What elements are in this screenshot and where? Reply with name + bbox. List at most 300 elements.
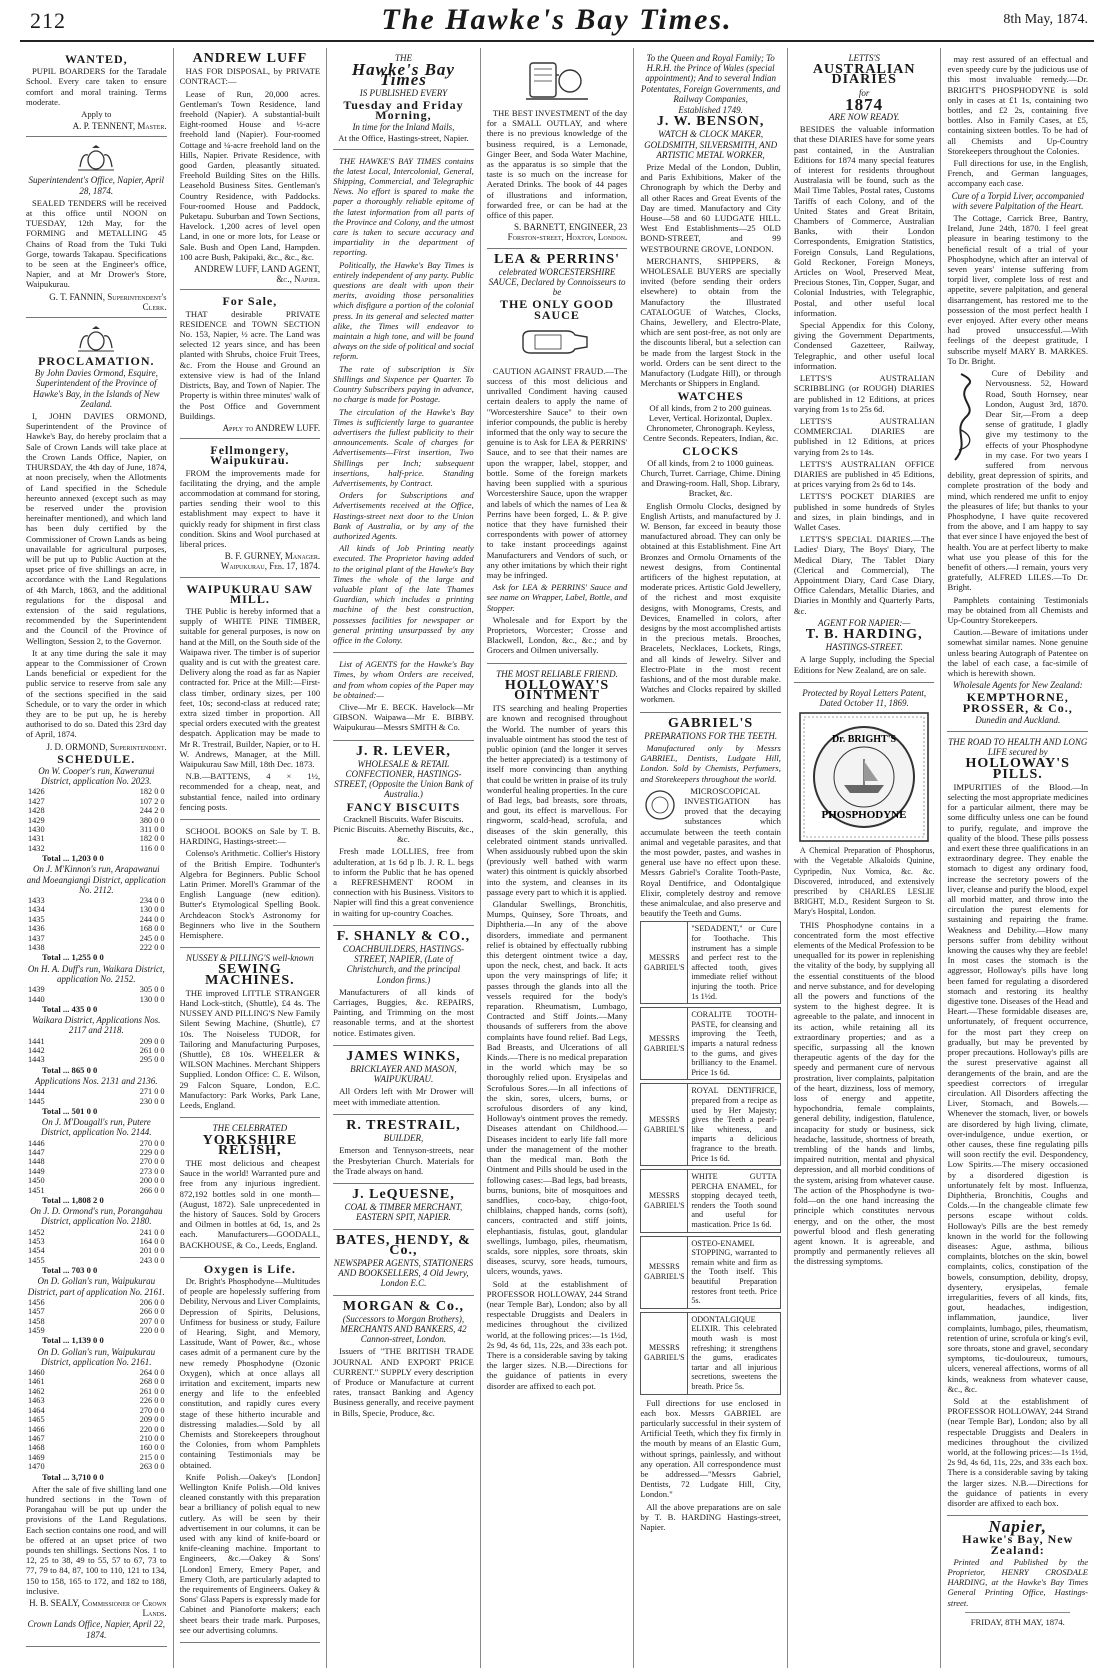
schedule-table [26,1139,167,1195]
school-books-list: Colenso's Arithmetic. Collier's History of the British Empire. Todhunter's Algebra for Beginners. Public School Latin Primer. Morell's Grammar of the English Language (new edition). Butter's Etymological Spelling Book. Archdeacon Stock's Astronomy for Beginners who live in the Southern Hemisphere. [179,848,321,941]
table-row [26,834,167,843]
agents-list [333,653,474,740]
lea-tagline: THE ONLY GOOD SAUCE [499,297,615,322]
gabriel-product-label: MESSRS GABRIEL'S [641,1170,688,1232]
schedule-caption: On H. A. Duff's run, Waikara District, application No. 2152. [27,963,165,984]
lot-area: 215 0 0 [139,1452,165,1462]
lot-area: 160 0 0 [139,1443,165,1453]
schedule-caption: On J. D. Ormond's run, Porangahau District, application No. 2180. [30,1206,163,1227]
about-3: The rate of subscription is Six Shillings and Sixpence per Quarter. To Country Subscribers paying in advance, no charge is made for Postage. [333,363,474,405]
lot-number: 1432 [28,843,45,853]
lot-number: 1440 [28,994,45,1004]
issue-date: 8th May, 1874. [1003,12,1088,27]
agent-label: AGENT FOR NAPIER:— [818,617,911,628]
table-row [26,1425,167,1434]
lot-number: 1441 [28,1036,45,1046]
schedule-table [26,985,167,1004]
agents-names: Clive—Mr E. BECK. Havelock—Mr GIBSON. Waipawa—Mr E. BIBBY. Waipukurau—Messrs SMITH & Co. [333,701,474,733]
letts-pre: LETTS'S [848,53,880,63]
biscuits-heading: FANCY BISCUITS [346,799,461,814]
luff-signature: ANDREW LUFF, LAND AGENT, &c., Napier. [193,264,321,285]
table-row [26,1298,167,1307]
lot-area: 244 2 0 [139,806,165,816]
lot-number: 1455 [28,1255,45,1265]
winks-heading: JAMES WINKS, [346,1048,461,1064]
soda-machine-icon [522,55,592,105]
winks-sub: BRICKLAYER AND MASON, WAIPUKURAU. [350,1064,457,1085]
lot-area: 234 0 0 [139,896,165,906]
biscuits-list: Cracknell Biscuits. Wafer Biscuits. Picnic Biscuits. Abernethy Biscuits, &c., &c. [333,813,474,845]
lot-number: 1461 [28,1377,45,1387]
table-row [26,1387,167,1396]
ointment-sold: Sold at the establishment of PROFESSOR HOLLOWAY, 244 Strand (near Temple Bar), London; also by all respectable Druggists and Dealers in medicines throughout the civilized world, at the following prices:—1s 1½d, 2s 9d, 4s 6d, 11s, 22s, and 33s each pot. There is a considerable saving by taking the larger sizes. N.B.—Directions for the guidance of patients in every disorder are affixed to each pot. [486,1278,628,1391]
gabriel-product-label: MESSRS GABRIEL'S [641,922,688,1003]
lot-number: 1448 [28,1157,45,1167]
masthead-pre: THE [394,53,412,63]
about-2: Politically, the Hawke's Bay Times is entirely independent of any party. Public questions are dealt with upon their merits, avoiding those personalities which disfigure a portion of the colonial press. In its general and selected matter alike, the Times will endeavor to maintain a high tone, and will be found always on the side of political and social reform. [333,259,474,362]
wholesale-label: Wholesale Agents for New Zealand: [952,680,1083,691]
table-row [26,1453,167,1462]
ointment-body: ITS searching and healing Properties are known and recognised throughout the World. The number of years this invaluable ointment has stood the test of public opinion (and the longer it serves the better appreciated) is a testimony of itself more convincing than anything that could be written in praise of its truly wonderful healing properties. In the cure of Bad legs, bad breasts, sore throats, and gout, its effect is marvellous. For ringworm, scald-head, scrofula, and diseases of the skin generally, this celebrated ointment stands unrivalled. When assiduously rubbed upon the skin (previously well bathed with warm water) this ointment is quickly absorbed into the system, and cleanses in its passage every part to which it is applied. [486,703,628,897]
lot-area: 241 0 0 [139,1227,165,1237]
column-6 [788,48,942,1668]
letts-ready: ARE NOW READY. [828,112,900,123]
table-row [26,1462,167,1471]
lot-area: 209 0 0 [139,1415,165,1425]
clocks-heading: CLOCKS [682,443,739,458]
gabriel-product [640,1236,781,1309]
letts-footer: A large Supply, including the Special Editions for New Zealand, are on sale. [793,654,935,675]
soda-signature: S. BARNETT, ENGINEER, 23 Forston-street, Hoxton, London. [507,222,628,243]
lequesne-ad [333,1184,474,1230]
column-7 [941,48,1094,1668]
gabriel-product [640,921,781,1004]
gabriel-sub: PREPARATIONS FOR THE TEETH. [644,730,778,741]
ointment-body-2: Glandular Swellings, Bronchitis, Mumps, Quinsey, Sore Throats, and Diphtheria.—In any of the above disorders, immediate and permanent relief is obtained by effectually rubbing this detergent ointment twice a day, upon the neck, chest, and back. It acts upon the very mainsprings of life; it passes through the glands into all the vessels required for the body's reparation. Rheumatism, Lumbago, Contracted and Stiff Joints.—Many thousands of sufferers from the above complaints have found relief. Bad Legs, Bad Breasts, and Ulcerations of all Kinds.—There is no medical preparation in the world which may be so thoroughly relied upon. Erysipelas and Scrofulous Sores.—In all infections of the skin, sores, ulcers, burns, or scrofulous disorders of any kind, Holloway's ointment proves the remedy. Diseases attendant on Childhood.—Diseases incident to early life fall more under the management of the mother than the medical man. Both the Ointment and Pills should be used in the following cases:—Bad legs, bad breasts, burns, bunions, bite of mosquitoes and sandflies, coco-bay, chigo-foot, chilblains, chapped hands, corns (soft), cancers, contracted and stiff joints, elephantiasis, fistulas, gout, glandular swellings, lumbago, piles, rheumatism, scalds, sore nipples, sore throats, skin diseases, scurvy, sore heads, tumours, ulcers, wounds, yaws. [486,899,628,1277]
lot-number: 1430 [28,825,45,835]
lea-heading: LEA & PERRINS' [494,251,621,267]
gabriel-product [640,1169,781,1233]
lot-number: 1429 [28,815,45,825]
gabriel-product-label: MESSRS GABRIEL'S [641,1008,688,1079]
lot-number: 1434 [28,905,45,915]
lot-number: 1447 [28,1147,45,1157]
luff-items: Lease of Run, 20,000 acres. Gentleman's Town Residence, land freehold (Napier). A substantial-built Eight-roomed House and ½-acre freehold land (Napier). Four-roomed Cottage and ¼-acre freehold land on the Hills, Napier. Private Residence, with good Garden, pleasantly situated. Freehold Building Sites on the Hills. Leasehold Business Sites. Gentleman's Country Residence, with Paddocks. Four-roomed House and Paddock, Puketapu. Suburban and Town Sections, Havelock. 1,200 acres of level open Land, in one or more lots, for Lease or Sale. Bush and Open Land, Hampden. 100 acre Bush, Pakipaki, &c., &c., &c. [179,88,321,262]
benson-intro: To the Queen and Royal Family; To H.R.H. the Prince of Wales (special appointment); And to several Indian Potentates, Foreign Governments, and Railway Companies, [640,53,781,104]
schedule-caption: On D. Gollan's run, Waipukurau District, application No. 2161. [37,1346,156,1367]
lot-area: 107 2 0 [139,796,165,806]
column-1 [20,48,174,1668]
shanly-ad [333,926,474,1046]
lea-wholesale: Wholesale and for Export by the Proprietors, Worcester; Crosse and Blackwell, London, &c., &c.; and by Grocers and Oilmen universally. [486,614,628,656]
table-row [26,1097,167,1106]
gabriel-product-text: ODONTALGIQUE ELIXIR. This celebrated mouth wash is most refreshing; it strengthens the gums, eradicates tartar and all injurious secretions, sweetens the breath. Price 5s. [691,1314,777,1391]
after-sale: After the sale of five shilling land one hundred sections in the Town of Porangahau will be put up under the provisions of the Land Regulations. Each section contains one rood, and will be offered at an upset price of two pounds ten shillings. Sections Nos. 1 to 12, 25 to 38, 49 to 55, 57 to 67, 73 to 77, 79 to 84, 87, 100 to 110, 121 to 134, 150 to 158, 165 to 172, and 182 to 188, inclusive. [26,1483,167,1596]
masthead-published: IS PUBLISHED EVERY [359,87,448,98]
benson-established: Established 1749. [678,105,743,116]
nussey-line: NUSSEY & PILLING'S well-known [186,953,314,964]
schedule-total: Total ... 1,808 2 0 [42,1195,104,1205]
table-row [26,905,167,914]
benson-heading: J. W. BENSON, [656,114,765,130]
lequesne-sub: COAL & TIMBER MERCHANT, EASTERN SPIT, NAPIER. [344,1202,463,1223]
proclamation [26,318,167,1647]
lot-number: 1445 [28,1096,45,1106]
table-row [26,1237,167,1246]
lea-ask: Ask for LEA & PERRINS' Sauce and see name on Wrapper, Label, Bottle, and Stopper. [486,582,628,613]
lot-area: 182 0 0 [139,834,165,844]
about-1: THE HAWKE'S BAY TIMES contains the latest Local, Intercolonial, General, Shipping, Commercial, and Telegraphic News. No effort is spared to make the paper a thoroughly reliable epitome of the latest information from all parts of the Province and Colony, and the utmost care is taken to secure accuracy and impartiality in the department of reporting. [333,155,474,258]
table-row [26,1256,167,1265]
patent-line: Protected by Royal Letters Patent, Dated October 11, 1869. [802,687,927,708]
masthead-title: Hawke's Bay Times [351,60,455,90]
masthead-days: Tuesday and Friday Morning, [343,97,464,123]
gabriel-product-label: MESSRS GABRIEL'S [641,1084,688,1165]
shanly-sub: COACHBUILDERS, HASTINGS-STREET, NAPIER, (Late of Christchurch, and the principal London firms.) [342,944,465,985]
gabriel-product [640,1007,781,1080]
lot-area: 210 0 0 [139,1433,165,1443]
columns [20,48,1094,1668]
table-row [26,1396,167,1405]
schedule-caption: Applications Nos. 2131 and 2136. [35,1075,158,1086]
tender-office: Superintendent's Office, Napier, April 28, 1874. [28,175,165,196]
lot-number: 1437 [28,933,45,943]
closing-place: Crown Lands Office, Napier, April 22, 1874. [27,1619,166,1640]
lever-body: Fresh made LOLLIES, free from adulteration, at 1s 6d p lb. J. R. L. begs to inform the Public that he has opened a REFRESHMENT ROOM in connection with his Business. Visitors to Napier will find this a great convenience in waiting for up-country Coaches. [333,846,474,918]
phosphodyne-caption: A Chemical Preparation of Phosphorus, with the Vegetable Alkaloids Quinine, Cypripedin, Nux Vomica, &c. &c. Discovered, introduced, and extensively prescribed by CHARLES LESLIE BRIGHT, M.D., Resident Surgeon to St. Mary's Hospital, London. [793,846,935,917]
table-row [26,1037,167,1046]
table-row [26,1246,167,1255]
lot-number: 1470 [28,1462,45,1472]
fellmongery-heading: Fellmongery, Waipukurau. [210,443,290,468]
table-row [26,1087,167,1096]
lot-area: 182 0 0 [139,787,165,797]
gabriel-product-text: OSTEO-ENAMEL STOPPING, warranted to remain white and firm as the Tooth itself. This beautiful Preparation restores front teeth. Price 5s. [691,1238,777,1306]
gabriel-product-text: ROYAL DENTIFRICE, prepared from a recipe as used by Her Majesty; gives the Teeth a pearl-like whiteness, and imparts a delicious fragrance to the breath. Price 1s 6d. [691,1086,777,1163]
schedule-table [26,1228,167,1266]
bates-ad [333,1230,474,1296]
lot-area: 222 0 0 [139,943,165,953]
caution-note: Caution.—Beware of imitations under somewhat similar names. None genuine unless bearing Autograph of Patentee on the label of each case, a fac-simile of which is herewith shown. [947,627,1089,678]
lot-area: 266 0 0 [139,1307,165,1317]
gabriel-product [640,1083,781,1166]
column-4 [481,48,635,1668]
oxygen-body: Dr. Bright's Phosphodyne—Multitudes of people are hopelessly suffering from Debility, Nervous and Liver Complaints, Depression of Spirits, Delusions, Unfitness for business or study, Failure of Hearing, Sight, and Memory, Lassitude, Want of Power, &c., whose cases admit of a permanent cure by the new remedy Phosphodyne (Ozonic Oxygen), which at once allays all irritation and excitement, imparts new energy and life to the enfeebled constitution, and rapidly cures every stage of these hitherto incurable and distressing maladies.—Sold by all Chemists and Storekeepers throughout the Colonies, from whom Pamphlets containing Testimonials may be obtained. [179,1275,321,1470]
lot-number: 1444 [28,1087,45,1097]
relish-heading: YORKSHIRE RELISH, [202,1132,298,1158]
letts-item: LETTS'S AUSTRALIAN OFFICE DIARIES are published in 45 Editions, at prices varying from 2s 6d to 14s. [793,458,935,490]
luff-intro: HAS FOR DISPOSAL, by PRIVATE CONTRACT:— [179,66,321,87]
phosphodyne-continued [947,48,1088,732]
sewing-heading: SEWING MACHINES. [205,962,295,988]
schedule-caption: On J. M'Dougall's run, Putere District, application No. 2144. [41,1117,152,1138]
bates-heading: BATES, HENDY, & Co., [336,1232,471,1258]
imprint-body: Printed and Published by the Proprietor, HENRY CROSDALE HARDING, at the Hawke's Bay Times General Printing Office, Hastings-street. [947,1556,1089,1608]
battens-note: N.B.—BATTENS, 4 × 1½, recommended for a cheap, neat, and substantial fence, nailed into ordinary fencing posts. [179,771,321,812]
page-number: 212 [30,8,66,33]
trestrail-sub: BUILDER, [383,1133,424,1144]
lot-area: 266 0 0 [139,1185,165,1195]
school-books-ad [180,820,321,948]
closing-signature: H. B. SEALY, Commissioner of Crown Lands. [29,1597,167,1619]
clocks-list: Of all kinds, from 2 to 1000 guineas. Church, Turret. Carriage, Chime. Dining and Drawing-room. Hall, Shop. Library, Bracket, &c. [640,457,781,499]
pills-body: IMPURITIES of the Blood.—In selecting the most appropriate medicines for a particular ailment, there may be some difficulty unless one can be found to purify, regulate, and improve the quality of the blood. These pills possess and exert these three qualifications in an extraordinary degree. They enable the stomach to digest any ordinary food, increase the secretory powers of the liver, cleanse and purify the blood, expel all morbid matter, and throw into the circulation the purest elements for sustaining and repairing the frame. Weakness and Debility.—How many persons suffer from debility without knowing the causes why they are feeble! In most cases the stomach is the aggressor, Holloway's pills have long been famed for regulating a disordered stomach and restoring its healthy digestive tone. Diseases of the Head and Heart.—These formidable diseases are, unfortunately, of frequent occurrence, for the most part they creep on gradually, but may be prevented by proper precautions. Holloway's pills are the surest preservative against all derangements of the brain, and are the speediest correctors of irregular circulation. All Disorders affecting the Liver, Stomach, and Bowels.—Whenever the stomach, liver, or bowels are disordered by high living, climate, over-indulgence, undue exertion, or other causes, these fine regulating pills will soon rectify the evil. Despondency, Low Spirits.—The misery occasioned by a disordered digestion is unfortunately felt by most. Influenza, Diphtheria, Bronchitis, Coughs and Colds.—In the changeable climate few persons escape without colds. Holloway's Pills are the best remedy known in the world for the following diseases: Ague, asthma, bilious complaints, blotches on the skin, bowel complaints, colics, constipation of the bowels, consumption, debility, dropsy, dysentery, erysipelas, female irregularities, fevers of all kinds, fits, gout, headaches, indigestion, inflammation, jaundice, liver complaints, lumbago, piles, rheumatism, retention of urine, scrofula or king's evil, sore throats, stone and gravel, secondary symptoms, tic-douloureux, tumours, ulcers, venereal affections, worms of all kinds, weakness from whatever cause, &c., &c. [947,781,1089,1394]
schedule [26,766,167,1482]
schedule-table [26,787,167,853]
letts-item: LETTS'S SPECIAL DIARIES.—The Ladies' Diary, The Boys' Diary, The Medical Diary, The Tablet Diary (Clerical and Commercial), The Appointment Diary, Card Case Diary, Office Calendars, Metallic Diaries, and Diaries in Monthly and Quarterly Parts, &c. [793,534,935,616]
testimonial-2: Cure of Debility and Nervousness. 52, Howard Road, South Hornsey, near London, August 3rd, 1870. Dear Sir,—From a deep sense of gratitude, I gladly give my testimony to the effects of your Phosphodyne in my case. For two years I suffered from nervous debility, great depression of spirits, and complete prostration of the body and mind, which rendered me unfit to enjoy the pleasures of life; but thanks to your Phosphodyne, I have quite recovered from the above, and I am happy to say that ever since I have enjoyed the best of health. You are at perfect liberty to make what use you please of this for the benefit of others.—I remain, yours very gratefully, ALFRED LILES.—To Dr. Bright. [947,368,1089,593]
relish-ad [180,1118,321,1257]
lot-number: 1431 [28,834,45,844]
schedule-total: Total ... 501 0 0 [42,1105,98,1116]
lot-area: 220 0 0 [139,1326,165,1336]
lot-number: 1435 [28,914,45,924]
table-row [26,1406,167,1415]
trestrail-body: Emerson and Tennyson-streets, near the Presbyterian Church. Materials for the Trade always on hand. [333,1145,474,1176]
fellmongery-body: FROM the improvements made for facilitating the drying, and the ample accommodation at command for storing, parties sending their wool to this establishment may expect to have it quickly ready for shipment in first class condition. Skins and Wool purchased at liberal prices. [179,467,321,549]
schedule-table [26,1298,167,1336]
lot-area: 261 0 0 [139,1386,165,1396]
lot-number: 1463 [28,1396,45,1406]
table-row [26,844,167,853]
saw-mill-body: THE Public is hereby informed that a supply of WHITE PINE TIMBER, suitable for general purposes, is now on hand at the Mill, on the South side of the Waipawa river. The timber is of superior quality and is cut with the greatest care. Delivery along the road as far as Napier contracted for. Price at the Mill:—First-class timber, ordinary sizes, per 100 feet, 10s; second-class at reduced rate; extra sized timber in proportion. All special orders executed with the greatest despatch. Application may be made to Mr R. Trestrail, Builder, Napier, or to H. W. Andrews, Manager, at the Mill. Waipukurau Saw Mill, 18th Dec. 1873. [179,605,321,769]
lot-area: 380 0 0 [139,815,165,825]
autograph-signature-icon [947,370,981,466]
letts-diaries-ad [794,48,935,683]
table-row [26,896,167,905]
gabriel-agent: All the above preparations are on sale by T. B. HARDING Hastings-street, Napier. [640,1501,781,1533]
letts-item: LETTS'S AUSTRALIAN COMMERCIAL DIARIES are published in 12 Editions, at prices varying from 2s to 14s. [793,415,935,457]
table-row [26,816,167,825]
lot-area: 305 0 0 [139,985,165,995]
table-row [26,924,167,933]
lot-area: 270 0 0 [139,1157,165,1167]
shanly-heading: F. SHANLY & CO., [336,928,471,944]
lot-number: 1457 [28,1307,45,1317]
lot-number: 1438 [28,943,45,953]
schedule-total: Total ... 703 0 0 [42,1265,98,1276]
gabriel-intro: Manufactured only by Messrs GABRIEL, Dentists, Ludgate Hill, London. Sold by Chemists, Perfumers, and Storekeepers throughout the world. [640,743,781,784]
road-line: THE ROAD TO HEALTH AND LONG LIFE secured by [948,737,1088,758]
morgan-body: Issuers of "THE BRITISH TRADE JOURNAL AND EXPORT PRICE CURRENT." SUPPLY every description of Produce or Manufacture at current rates, transact Banking and Agency Business generally, and receive payment in Bills, Specie, Produce, &c. [333,1346,474,1418]
benson-body: Prize Medal of the London, Dublin, and Paris Exhibitions, Maker of the Chronograph by which the Derby and all other Races and Great Events of the Day are timed. Manufactory and City House—58 and 60 LUDGATE HILL. West End Establishments—25 OLD BOND-STREET, and 99 WESTBOURNE GROVE, LONDON. [640,162,781,254]
for-sale-signature: Apply to ANDREW LUFF. [222,422,321,433]
imprint-divider [965,1612,1070,1613]
lot-area: 264 0 0 [139,1368,165,1378]
paper-masthead [333,48,474,150]
letts-heading: AUSTRALIAN DIARIES [812,62,916,88]
benson-merchants: MERCHANTS, SHIPPERS, & WHOLESALE BUYERS are specially invited (before sending their orders elsewhere) to obtain from the Manufactory the Illustrated CATALOGUE of Watches, Clocks, Chains, Jewellery, and Electro-Plate, which are sent post-free, as not only are the discounts liberal, but a selection can be made from the largest Stock in the world. Orders can be sent direct to the Manufactory (Ludgate Hill), or through Merchants or Shippers in England. [640,255,781,389]
lot-number: 1451 [28,1185,45,1195]
lot-area: 273 0 0 [139,1166,165,1176]
benson-ad [640,48,781,713]
watches-heading: WATCHES [677,388,744,403]
saw-mill-ad [180,578,321,820]
letts-body: BESIDES the valuable information that these DIARIES have for some years past contained, in the Australian Editions for 1874 many special features of interest for residents throughout Australasia will be found, such as the Mail Time Tables, Postal rates, Customs Tariffs of each Colony, and of the United States and Great Britain, Chambers of Commerce, Australian Banks, with their London Correspondents, Emigration Statistics, Foreign Consuls, Land Regulations, Gold Reckoner, Foreign Moneys, Articles on Wool, Preserved Meat, Precious Stones, Tin, Copper, Sugar, and Colonial Industries, with Telegraphic, Postal, and other useful local information. [793,124,935,318]
lot-area: 130 0 0 [139,905,165,915]
schedule-caption: On W. Cooper's run, Kaweranui District, application No. 2023. [38,765,155,787]
table-row [26,1176,167,1185]
lot-number: 1468 [28,1443,45,1453]
lot-number: 1450 [28,1176,45,1186]
schedule-caption: Waikara District, Applications Nos. 2117 and 2118. [32,1015,161,1036]
lot-number: 1458 [28,1316,45,1326]
luff-ad [180,48,321,290]
table-row [26,915,167,924]
agents-heading: List of AGENTS for the Hawke's Bay Times, by whom Orders are received, and from whom copies of the Paper may be obtained:— [333,659,474,700]
paper-about [333,150,474,654]
table-row [26,1157,167,1166]
lot-number: 1466 [28,1424,45,1434]
lot-area: 168 0 0 [139,924,165,934]
about-6: All kinds of Job Printing neatly executed. The Proprietor having added to the original plant of the Hawke's Bay Times the whole of the large and valuable plant of the late Thames Guardian, which includes a printing machine of the best construction, possesses facilities for newspaper or general printing unsurpassed by any office in the Colony. [333,543,474,645]
sauce-bottle-icon [517,323,597,363]
imprint-place: Napier, [988,1517,1047,1537]
column-5 [634,48,788,1668]
shanly-body: Manufacturers of all kinds of Carriages, Buggies, &c. REPAIRS, Painting, and Trimming on the most reasonable terms, and at the shortest notice. Estimates given. [333,986,474,1038]
lot-area: 270 0 0 [139,1405,165,1415]
letts-for: for [858,87,870,98]
letts-item: LETTS'S AUSTRALIAN SCRIBBLING (or ROUGH) DIARIES are published in 12 Editions, at prices varying from 1s to 25s 6d. [793,373,935,414]
table-row [26,1167,167,1176]
wanted-signature: A. P. TENNENT, Master. [72,121,167,132]
lot-number: 1443 [28,1055,45,1065]
pamphlets: Pamphlets containing Testimonials may be obtained from all Chemists and Up-Country Storekeepers. [947,594,1089,625]
schedule-table [26,896,167,952]
phos-continued-body: may rest assured of an effectual and even speedy cure by the judicious use of this most invaluable remedy.—Dr. BRIGHT'S PHOSPHODYNE is sold only in cases at £1 1s, containing two bottles, and £2 2s, containing five bottles. Also in Family Cases, at £5, containing sixteen bottles. To be had of all Chemists and Up-Country Storekeepers throughout the Colonies. [947,54,1089,156]
proclamation-signature: J. D. ORMOND, Superintendent. [46,741,167,752]
letts-items [794,373,935,616]
table-row [26,1368,167,1377]
lot-number: 1428 [28,806,45,816]
table-row [26,825,167,834]
schedule-total: Total ... 3,710 0 0 [42,1471,104,1482]
table-row [26,797,167,806]
pills-sold: Sold at the establishment of PROFESSOR HOLLOWAY, 244 Strand (near Temple Bar), London; also by all respectable Druggists and Dealers in medicines throughout the civilized world, at the following prices:—1s 1½d, 2s 9d, 4s 6d, 11s, 22s, and 33s each box. There is a considerable saving by taking the larger sizes. N.B.—Directions for the guidance of patients in every disorder are affixed to each box. [947,1396,1089,1509]
lot-area: 226 0 0 [139,1396,165,1406]
lot-number: 1426 [28,787,45,797]
lot-number: 1439 [28,985,45,995]
schedule-caption: On D. Gollan's run, Waipukurau District, part of application No. 2161. [27,1276,165,1297]
gabriel-product-text: "SEDADENT," or Cure for Toothache. This instrument has a simple and perfect rest to the affected tooth, gives immediate relief without injuring the tooth. Price 1s 1½d. [691,924,777,1001]
lot-number: 1433 [28,896,45,906]
knife-polish-body: Knife Polish.—Oakey's [London] Wellington Knife Polish.—Old knives cleaned constantly with this preparation bear a brilliancy of polish equal to new cutlery. As will be seen by their advertisement in our columns, it can be used with any kind of knife-board or knife-cleaning machine. Important to Engineers, &c.—Oakey & Sons' [London] Emery, Emery Paper, and Emery Cloth, are particularly adapted to the requirements of Engineers. Oakey & Sons' Glass Papers is expressly made for Cabinet and Pianoforte makers; each sheet bears their trade mark. Purposes, see our advertising columns. [179,1471,321,1635]
table-row [26,943,167,952]
seal-top-text: Dr. BRIGHT'S [832,734,897,746]
about-5: Orders for Subscriptions and Advertisements received at the Office, Hastings-street next door to the Union Bank of Australia, or by any of the authorized Agents. [333,490,474,541]
holloway-pills-ad [947,732,1088,1516]
lot-area: 220 0 0 [139,1424,165,1434]
tender-signature: G. T. FANNIN, Superintendent's Clerk. [49,291,167,312]
lot-number: 1464 [28,1405,45,1415]
oxygen-heading: Oxygen is Life. [203,1261,296,1276]
lot-area: 295 0 0 [139,1055,165,1065]
wholesale-name: KEMPTHORNE, PROSSER, & Co., [962,690,1073,715]
lot-area: 209 0 0 [139,1036,165,1046]
schedule-table [26,1037,167,1065]
gabriel-heading: GABRIEL'S [667,715,754,731]
table-row [26,1326,167,1335]
lever-sub: WHOLESALE & RETAIL CONFECTIONER, HASTINGS-STREET, (Opposite the Union Bank of Australia.) [334,758,473,800]
tender-notice [26,137,167,318]
table-row [26,787,167,796]
gabriel-product-text: WHITE GUTTA PERCHA ENAMEL, for stopping decayed teeth, renders the Tooth sound and useful for mastication. Price 1s 6d. [691,1172,777,1230]
watches-list: Of all kinds, from 2 to 200 guineas. Lever, Vertical. Horizontal, Duplex. Chronometer, Chronograph. Keyless, Centre Seconds. Repeaters, Indian, &c. [643,402,779,444]
table-row [26,1139,167,1148]
phosphodyne-ad [794,683,935,1274]
testimonial-1: The Cottage, Carrick Bree, Bantry, Ireland, June 24th, 1870. I feel great pleasure in bearing testimony to the beneficial result of a trial of your Phosphodyne, which after an interval of seven years' intense suffering from torpid liver, complete loss of rest and appetite, severe palpitation, and general disarrangement, has restored me to the possession of the most perfect health I ever enjoyed. After every other means had proved unsuccessful.—With feelings of the deepest gratitude, I subscribe myself MARY B. MARKES. To Dr. Bright. [947,213,1089,366]
lot-number: 1469 [28,1452,45,1462]
masthead-mail: In time for the Inland Mails, [352,122,455,133]
wholesale-place: Dunedin and Auckland. [975,714,1061,725]
schedule-total: Total ... 865 0 0 [42,1064,98,1075]
lequesne-heading: J. LeQUESNE, [352,1186,455,1202]
table-row [26,1228,167,1237]
table-row [26,1377,167,1386]
imprint-sub: Hawke's Bay, New Zealand: [962,1532,1074,1557]
lea-perrins-ad [487,249,628,664]
table-row [26,1148,167,1157]
lot-area: 311 0 0 [139,825,165,835]
wanted-ad [26,48,167,137]
gabriel-micro: MICROSCOPICAL INVESTIGATION has proved that the decaying substances which accumulate between the teeth contain animal and vegetable parasites, and that the most powder, pastes, and washes in general use have no effect upon these. Messrs Gabriel's Coralite Tooth-Paste, Royal Dentifrice, and Odontalgique Elixir, completely destroy and remove these animalculae, and also preserve and beautify the Teeth and Gums. [640,785,781,919]
lot-area: 243 0 0 [139,1255,165,1265]
lot-number: 1465 [28,1415,45,1425]
lot-number: 1462 [28,1386,45,1396]
schedule-total: Total ... 1,255 0 0 [42,952,104,963]
for-sale-heading: For Sale, [222,294,278,309]
schedule-table [26,1368,167,1471]
phos-directions: Full directions for use, in the English, French, and German languages, accompany each case. [947,158,1089,189]
winks-body: All Orders left with Mr Drower will meet with immediate attention. [333,1086,474,1107]
relish-pre: THE CELEBRATED [212,1123,288,1134]
lot-area: 130 0 0 [139,994,165,1004]
for-sale-ad [180,290,321,439]
imprint [947,1516,1088,1632]
table-row [26,1443,167,1452]
lot-area: 229 0 0 [139,1147,165,1157]
morgan-heading: MORGAN & Co., [342,1298,464,1314]
wanted-apply: Apply to [81,109,112,120]
saw-mill-heading: WAIPUKURAU SAW MILL. [186,581,314,606]
oxygen-article [180,1258,321,1643]
lot-number: 1436 [28,924,45,934]
about-4: The circulation of the Hawke's Bay Times is sufficiently large to guarantee advertisers the fullest publicity to their announcements. Scale of charges for Advertisements—First insertion, Two Shillings per Inch; subsequent insertions, half-price. Standing Advertisements, by Contract. [333,406,474,488]
table-row [26,1055,167,1064]
lot-area: 244 0 0 [139,914,165,924]
phosphodyne-body: THIS Phosphodyne contains in a concentrated form the most effective elements of the Medical Profession to be unequalled for its power in replenishing the vitality of the body, by supplying all the essential constituents of the blood and nerve substance, and for developing all the powers and functions of the system to the highest degree. It is agreeable to the palate, and innocent in its action, while retaining all its extraordinary properties; and as a specific, surpassing all the known therapeutic agents of the day for the speedy and permanent cure of nervous prostration, liver complaints, palpitation of the heart, dizziness, loss of memory, loss of energy and appetite, hypochondria, female complaints, general debility, indigestion, flatulence, incapacity for study or business, sick headache, lassitude, shortness of breath, trembling of the hands and limbs, impaired nutrition, mental and physical depression, and all morbid conditions of the system, arising from whatever cause. The action of the Phosphodyne is two-fold—on the one hand increasing the principle which constitutes nervous energy, and on the other, the most powerful blood and flesh generating agent known. It is agreeable, and promptly and permanently relieves all the distressing symptoms. [793,919,935,1267]
schedule-heading: SCHEDULE. [57,751,136,766]
schedule-total: Total ... 435 0 0 [42,1003,98,1014]
lever-heading: J. R. LEVER, [356,743,451,759]
for-sale-body: THAT desirable PRIVATE RESIDENCE and TOWN SECTION No. 153, Napier, ½ acre. The Land was selected 12 years since, and has been planted with Shrubs, choice Fruit Trees, &c. From the House and Ground an extensive view is had of the Inland Districts, Bay, and Town of Napier. The Property is within three minutes' walk of the Post Office and Government Buildings. [179,308,321,421]
lot-number: 1460 [28,1368,45,1378]
trestrail-ad [333,1115,474,1184]
lot-number: 1459 [28,1326,45,1336]
benson-sub: WATCH & CLOCK MAKER, GOLDSMITH, SILVERSMITH, AND ARTISTIC METAL WORKER, [644,129,778,160]
lot-area: 200 0 0 [139,1176,165,1186]
gabriel-ad [640,713,781,1540]
lot-number: 1449 [28,1166,45,1176]
wanted-body: PUPIL BOARDERS for the Taradale School. Every care taken to ensure comfort and moral training. Terms moderate. [26,66,167,107]
lot-number: 1442 [28,1045,45,1055]
luff-heading: ANDREW LUFF [192,51,308,66]
lever-ad [333,741,474,926]
lot-area: 164 0 0 [139,1237,165,1247]
agent-street: HASTINGS-STREET. [825,642,903,653]
agent-name: T. B. HARDING, [805,626,923,642]
sewing-body: THE improved LITTLE STRANGER Hand Lock-stitch, (Shuttle), £4 4s. The NUSSEY AND PILLING'S New Family Silent Sewing Machine, (Shuttle), £7 10s. The Noiseless TUDOR, for Tailoring and Manufacturing Purposes, (Shuttle), £8 10s. WHEELER & WILSON Machines. Merchant Shippers Supplied. London Office: C. E. Wilson, 29 Falcon Square, London, E.C. Manufactory: Park Works, Park Lane, Leeds, England. [179,987,321,1111]
